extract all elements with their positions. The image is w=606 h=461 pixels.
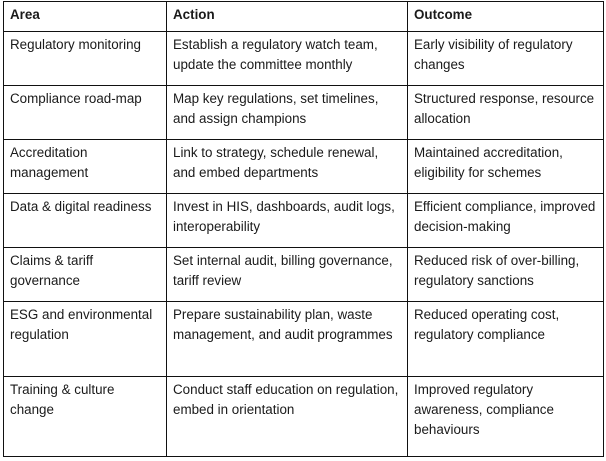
cell-outcome: Improved regulatory awareness, compliance behaviours <box>408 377 604 457</box>
cell-action: Establish a regulatory watch team, update the committee monthly <box>167 32 408 86</box>
cell-outcome: Reduced risk of over-billing, regulatory sanctions <box>408 248 604 302</box>
cell-action: Map key regulations, set timelines, and assign champions <box>167 86 408 140</box>
cell-area: Data & digital readiness <box>4 194 167 248</box>
table-row <box>4 248 604 302</box>
cell-area: Regulatory monitoring <box>4 32 167 86</box>
cell-action: Set internal audit, billing governance, tariff review <box>167 248 408 302</box>
table-row <box>4 86 604 140</box>
column-header-action: Action <box>167 2 408 32</box>
cell-outcome: Maintained accreditation, eligibility for schemes <box>408 140 604 194</box>
column-header-area: Area <box>4 2 167 32</box>
table-row <box>4 32 604 86</box>
cell-outcome: Structured response, resource allocation <box>408 86 604 140</box>
cell-action: Conduct staff education on regulation, embed in orientation <box>167 377 408 457</box>
cell-area: Training & culture change <box>4 377 167 457</box>
cell-area: Accreditation management <box>4 140 167 194</box>
table-row <box>4 377 604 457</box>
cell-area: ESG and environmental regulation <box>4 302 167 377</box>
regulatory-action-table <box>3 1 604 457</box>
table-row <box>4 140 604 194</box>
table-row <box>4 194 604 248</box>
cell-outcome: Reduced operating cost, regulatory compliance <box>408 302 604 377</box>
column-header-outcome: Outcome <box>408 2 604 32</box>
cell-outcome: Efficient compliance, improved decision-making <box>408 194 604 248</box>
cell-action: Link to strategy, schedule renewal, and embed departments <box>167 140 408 194</box>
cell-action: Invest in HIS, dashboards, audit logs, interoperability <box>167 194 408 248</box>
cell-area: Compliance road-map <box>4 86 167 140</box>
table-header-row <box>4 2 604 32</box>
cell-action: Prepare sustainability plan, waste management, and audit programmes <box>167 302 408 377</box>
cell-outcome: Early visibility of regulatory changes <box>408 32 604 86</box>
table-row <box>4 302 604 377</box>
cell-area: Claims & tariff governance <box>4 248 167 302</box>
